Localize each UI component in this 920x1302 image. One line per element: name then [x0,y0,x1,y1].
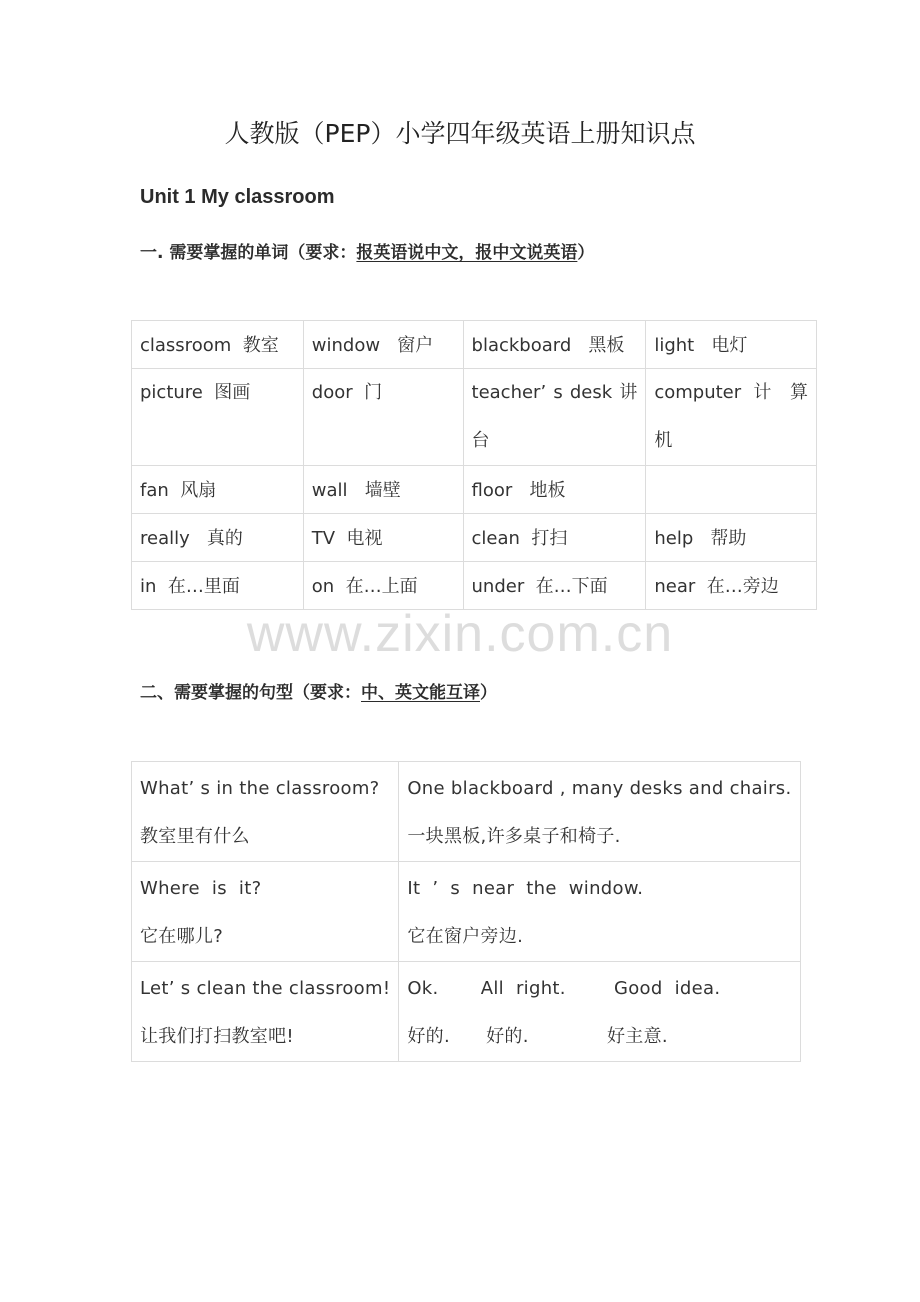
table-row [132,466,817,514]
answer-en: It ’ s near the window. [407,878,644,899]
question-en: Where is it? [140,878,262,899]
table-cell [132,762,399,862]
section-suffix: ） [480,683,497,703]
question-cn: 它在哪儿? [140,926,224,947]
table-cell: near 在…旁边 [646,562,817,610]
question-cn: 让我们打扫教室吧! [140,1026,294,1047]
table-cell [399,862,801,962]
vocab-table [131,320,817,610]
section-suffix: ） [577,243,595,263]
table-cell: help 帮助 [646,514,817,562]
table-row [132,514,817,562]
section-prefix: 二、需要掌握的句型（要求： [140,683,361,703]
section-prefix: 一. 需要掌握的单词（要求： [140,243,357,263]
section-heading-vocab [140,238,594,263]
sentence-table [131,761,801,1062]
table-cell: teacher’ s desk 讲台 [463,369,646,466]
table-row [132,962,801,1062]
page-title: 人教版（PEP）小学四年级英语上册知识点 [224,119,696,148]
question-en: Let’ s clean the classroom! [140,978,391,999]
table-cell: light 电灯 [646,321,817,369]
table-cell: window 窗户 [303,321,463,369]
table-cell: under 在…下面 [463,562,646,610]
table-cell: on 在…上面 [303,562,463,610]
table-row [132,862,801,962]
table-cell: picture 图画 [132,369,304,466]
answer-cn: 它在窗户旁边. [407,926,524,947]
table-cell: really 真的 [132,514,304,562]
table-cell: in 在…里面 [132,562,304,610]
section-heading-sentences [140,678,497,703]
table-cell: fan 风扇 [132,466,304,514]
table-cell [399,962,801,1062]
table-cell: blackboard 黑板 [463,321,646,369]
section-emphasis: 中、英文能互译 [361,683,480,703]
table-row [132,369,817,466]
watermark: www.zixin.com.cn [246,605,674,663]
table-cell [399,762,801,862]
table-cell: door 门 [303,369,463,466]
question-en: What’ s in the classroom? [140,778,380,799]
table-row [132,562,817,610]
table-cell: floor 地板 [463,466,646,514]
table-cell [132,962,399,1062]
table-cell: clean 打扫 [463,514,646,562]
unit-heading: Unit 1 My classroom [140,186,335,208]
section-emphasis: 报英语说中文，报中文说英语 [356,243,578,263]
table-row [132,321,817,369]
answer-cn: 好的. 好的. 好主意. [407,1026,668,1047]
table-cell [646,466,817,514]
answer-en: Ok. All right. Good idea. [407,978,721,999]
table-row [132,762,801,862]
answer-en: One blackboard , many desks and chairs. [407,778,792,799]
table-cell: classroom 教室 [132,321,304,369]
answer-cn: 一块黑板,许多桌子和椅子. [407,826,621,847]
question-cn: 教室里有什么 [140,826,250,847]
table-cell [132,862,399,962]
table-cell: TV 电视 [303,514,463,562]
table-cell: wall 墙壁 [303,466,463,514]
table-cell: computer 计 算 机 [646,369,817,466]
